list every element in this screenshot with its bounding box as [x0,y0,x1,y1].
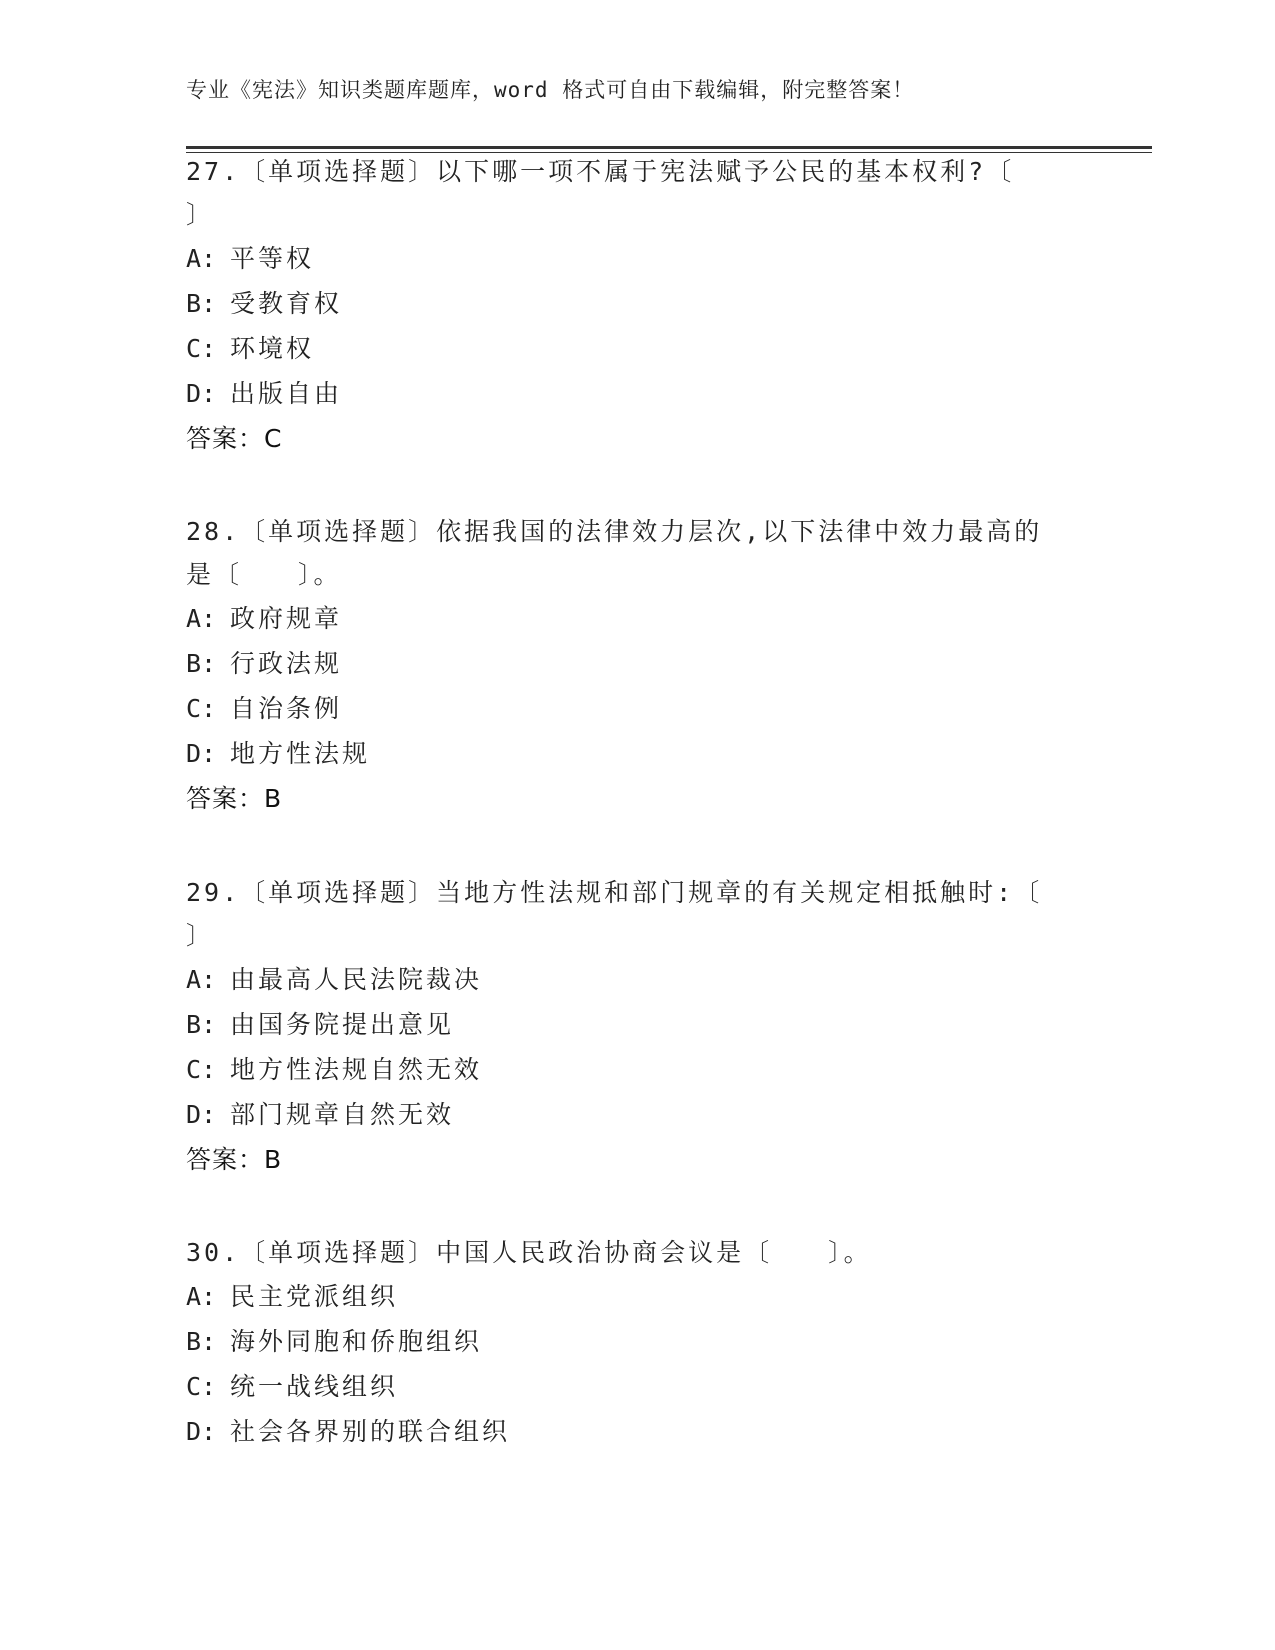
option-text: 自治条例 [230,694,343,723]
option-letter: C: [186,1372,217,1401]
option-text: 地方性法规自然无效 [230,1055,483,1084]
option-text: 民主党派组织 [230,1282,399,1311]
option-b [186,1002,1066,1047]
question-stem [186,871,1066,957]
option-letter: B: [186,1327,217,1356]
question-stem-line1: 以下哪一项不属于宪法赋予公民的基本权利?〔 [436,157,1015,186]
answer-line: 答案：B [186,784,283,813]
answer-line: 答案：B [186,1145,283,1174]
document-header: 专业《宪法》知识类题库题库，word 格式可自由下载编辑，附完整答案！ [186,78,915,102]
option-text: 统一战线组织 [230,1372,399,1401]
option-text: 政府规章 [230,604,343,633]
option-b [186,641,1066,686]
option-letter: C: [186,334,217,363]
option-letter: D: [186,1417,217,1446]
question-number: 28. [186,517,241,546]
option-text: 环境权 [230,334,315,363]
option-b [186,281,1066,326]
question-29 [186,871,1066,1183]
question-30 [186,1231,1066,1454]
question-stem-line1: 当地方性法规和部门规章的有关规定相抵触时:〔 [436,878,1043,907]
question-stem-line1: 依据我国的法律效力层次,以下法律中效力最高的 [436,517,1043,546]
option-letter: D: [186,1100,217,1129]
option-letter: D: [186,739,217,768]
header-divider-thick [186,146,1152,149]
question-28 [186,510,1066,822]
question-stem [186,1231,1066,1274]
question-stem-line1: 中国人民政治协商会议是〔 〕。 [436,1238,872,1267]
option-text: 行政法规 [230,649,343,678]
option-c [186,1047,1066,1092]
option-letter: A: [186,244,217,273]
option-c [186,686,1066,731]
option-letter: A: [186,965,217,994]
option-a [186,596,1066,641]
option-d [186,371,1066,416]
option-letter: A: [186,1282,217,1311]
option-d [186,731,1066,776]
option-d [186,1092,1066,1137]
option-c [186,1364,1066,1409]
option-text: 海外同胞和侨胞组织 [230,1327,483,1356]
option-text: 平等权 [230,244,315,273]
option-c [186,326,1066,371]
question-number: 27. [186,157,241,186]
question-stem [186,150,1066,236]
option-text: 受教育权 [230,289,343,318]
question-number: 30. [186,1238,241,1267]
question-stem-line2: 是〔 〕。 [186,560,342,589]
option-a [186,236,1066,281]
option-b [186,1319,1066,1364]
option-letter: B: [186,649,217,678]
question-type: 〔单项选择题〕 [240,517,437,546]
option-letter: B: [186,289,217,318]
option-text: 社会各界别的联合组织 [230,1417,511,1446]
option-a [186,957,1066,1002]
question-stem [186,510,1066,596]
option-text: 出版自由 [230,379,343,408]
question-27 [186,150,1066,462]
option-letter: C: [186,1055,217,1084]
question-number: 29. [186,878,241,907]
option-letter: C: [186,694,217,723]
question-type: 〔单项选择题〕 [240,1238,437,1267]
option-letter: D: [186,379,217,408]
question-stem-line2: 〕 [186,921,215,950]
question-type: 〔单项选择题〕 [240,157,437,186]
answer-line: 答案：C [186,424,283,453]
option-a [186,1274,1066,1319]
option-d [186,1409,1066,1454]
question-stem-line2: 〕 [186,200,215,229]
question-type: 〔单项选择题〕 [240,878,437,907]
option-text: 部门规章自然无效 [230,1100,455,1129]
option-letter: B: [186,1010,217,1039]
option-text: 由最高人民法院裁决 [230,965,483,994]
option-letter: A: [186,604,217,633]
option-text: 由国务院提出意见 [230,1010,455,1039]
option-text: 地方性法规 [230,739,371,768]
